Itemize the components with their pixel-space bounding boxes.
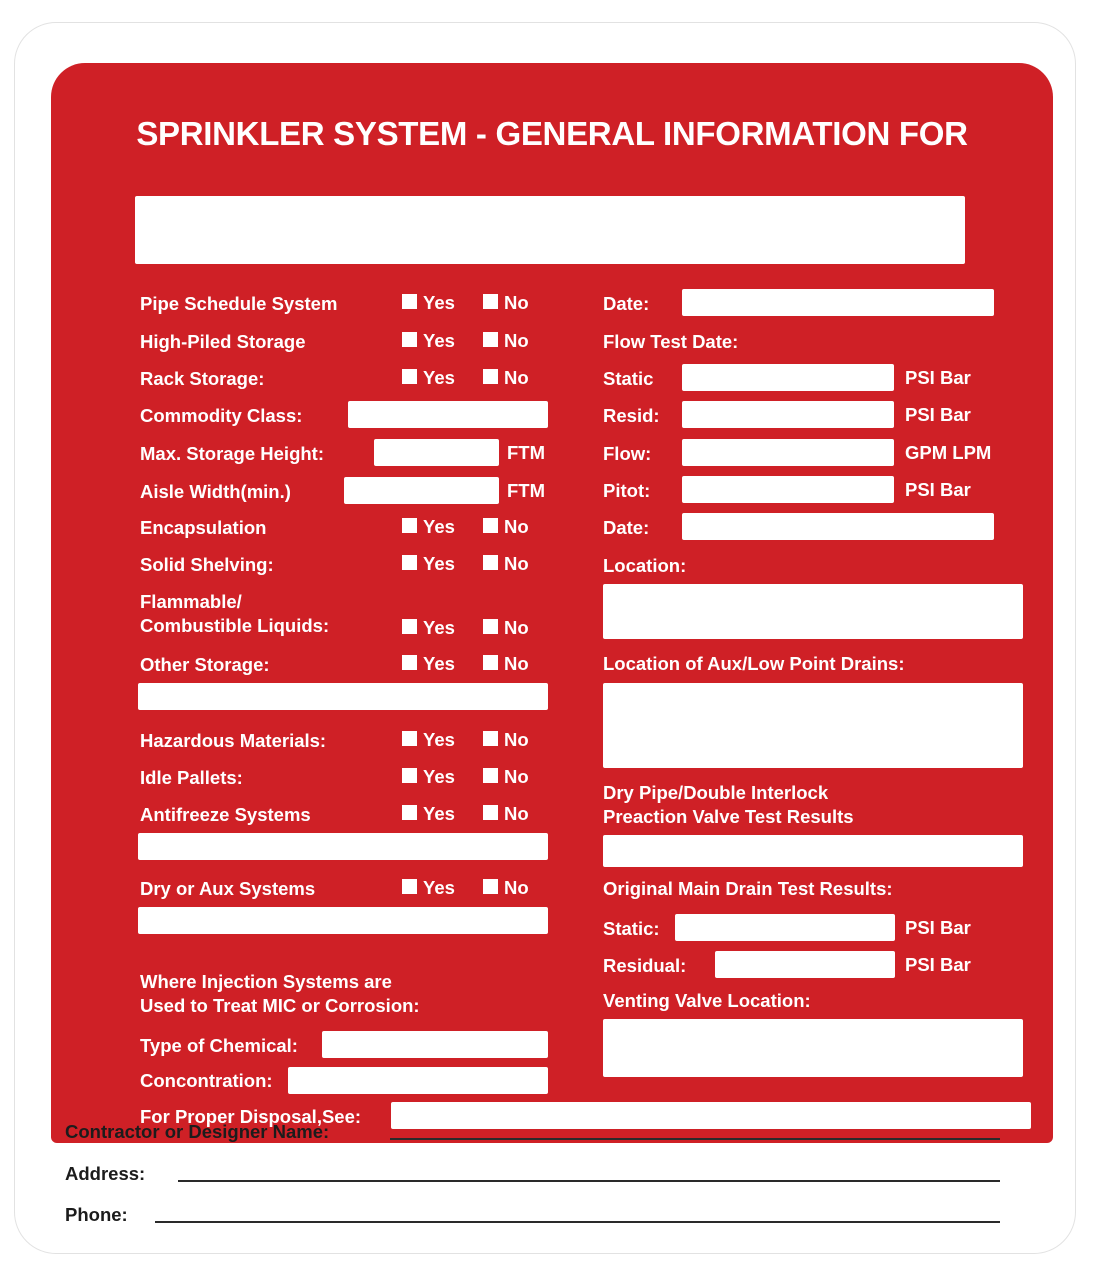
field-antifreeze-note[interactable] <box>138 833 548 860</box>
field-date[interactable] <box>682 289 994 316</box>
label-flammable-liquids-yes: Yes <box>423 617 455 638</box>
field-contractor-name[interactable] <box>390 1138 1000 1140</box>
field-phone[interactable] <box>155 1221 1000 1223</box>
label-flow-test-date: Flow Test Date: <box>603 331 739 352</box>
label-antifreeze-no: No <box>504 803 529 824</box>
field-venting-valve-location[interactable] <box>603 1019 1023 1077</box>
unit-static: PSI Bar <box>905 367 971 388</box>
field-static[interactable] <box>682 364 894 391</box>
label-address: Address: <box>65 1163 146 1184</box>
unit-main-drain-static: PSI Bar <box>905 917 971 938</box>
label-high-piled-storage: High-Piled Storage <box>140 331 306 352</box>
label-rack-storage-no: No <box>504 367 529 388</box>
checkbox-dry-aux-yes[interactable] <box>402 879 417 894</box>
label-encapsulation-no: No <box>504 516 529 537</box>
label-injection-systems-line2: Used to Treat MIC or Corrosion: <box>140 995 420 1016</box>
sign-card <box>14 22 1076 1254</box>
label-injection-systems-line1: Where Injection Systems are <box>140 971 392 992</box>
label-rack-storage: Rack Storage: <box>140 368 265 389</box>
field-address[interactable] <box>178 1180 1000 1182</box>
label-idle-pallets-yes: Yes <box>423 766 455 787</box>
label-date-secondary: Date: <box>603 517 650 538</box>
field-aisle-width[interactable] <box>344 477 499 504</box>
checkbox-solid-shelving-no[interactable] <box>483 555 498 570</box>
unit-main-drain-residual: PSI Bar <box>905 954 971 975</box>
unit-flow: GPM LPM <box>905 442 992 463</box>
checkbox-flammable-liquids-no[interactable] <box>483 619 498 634</box>
field-main-drain-residual[interactable] <box>715 951 895 978</box>
checkbox-high-piled-no[interactable] <box>483 332 498 347</box>
label-original-main-drain: Original Main Drain Test Results: <box>603 878 893 899</box>
checkbox-encapsulation-yes[interactable] <box>402 518 417 533</box>
building-name-field[interactable] <box>135 196 965 264</box>
label-pipe-schedule-yes: Yes <box>423 292 455 313</box>
label-resid: Resid: <box>603 405 660 426</box>
label-high-piled-yes: Yes <box>423 330 455 351</box>
field-dry-aux-note[interactable] <box>138 907 548 934</box>
checkbox-pipe-schedule-yes[interactable] <box>402 294 417 309</box>
unit-pitot: PSI Bar <box>905 479 971 500</box>
label-concentration: Concontration: <box>140 1070 273 1091</box>
checkbox-flammable-liquids-yes[interactable] <box>402 619 417 634</box>
checkbox-solid-shelving-yes[interactable] <box>402 555 417 570</box>
field-flow[interactable] <box>682 439 894 466</box>
label-hazardous-materials-yes: Yes <box>423 729 455 750</box>
checkbox-idle-pallets-no[interactable] <box>483 768 498 783</box>
field-location[interactable] <box>603 584 1023 639</box>
label-pitot: Pitot: <box>603 480 651 501</box>
checkbox-hazardous-materials-yes[interactable] <box>402 731 417 746</box>
checkbox-rack-storage-no[interactable] <box>483 369 498 384</box>
label-hazardous-materials-no: No <box>504 729 529 750</box>
checkbox-dry-aux-no[interactable] <box>483 879 498 894</box>
field-concentration[interactable] <box>288 1067 548 1094</box>
label-solid-shelving-yes: Yes <box>423 553 455 574</box>
checkbox-other-storage-yes[interactable] <box>402 655 417 670</box>
label-flammable-liquids-line2: Combustible Liquids: <box>140 615 330 636</box>
checkbox-other-storage-no[interactable] <box>483 655 498 670</box>
label-antifreeze-systems: Antifreeze Systems <box>140 804 311 825</box>
label-for-proper-disposal: For Proper Disposal,See: <box>140 1106 362 1127</box>
label-pipe-schedule-system: Pipe Schedule System <box>140 293 338 314</box>
unit-resid: PSI Bar <box>905 404 971 425</box>
label-location: Location: <box>603 555 687 576</box>
label-max-storage-height: Max. Storage Height: <box>140 443 324 464</box>
label-dry-aux-yes: Yes <box>423 877 455 898</box>
checkbox-idle-pallets-yes[interactable] <box>402 768 417 783</box>
field-pitot[interactable] <box>682 476 894 503</box>
label-dry-pipe-preaction-line2: Preaction Valve Test Results <box>603 806 854 827</box>
label-flammable-liquids-no: No <box>504 617 529 638</box>
unit-aisle-width: FTM <box>507 480 546 501</box>
label-commodity-class: Commodity Class: <box>140 405 303 426</box>
label-flammable-liquids-line1: Flammable/ <box>140 591 242 612</box>
unit-max-storage-height: FTM <box>507 442 546 463</box>
label-pipe-schedule-no: No <box>504 292 529 313</box>
checkbox-antifreeze-no[interactable] <box>483 805 498 820</box>
field-max-storage-height[interactable] <box>374 439 499 466</box>
label-encapsulation: Encapsulation <box>140 517 267 538</box>
label-date: Date: <box>603 293 650 314</box>
label-aux-low-point-drains: Location of Aux/Low Point Drains: <box>603 653 905 674</box>
label-type-of-chemical: Type of Chemical: <box>140 1035 298 1056</box>
label-phone: Phone: <box>65 1204 128 1225</box>
field-aux-low-point-drains[interactable] <box>603 683 1023 768</box>
checkbox-rack-storage-yes[interactable] <box>402 369 417 384</box>
label-hazardous-materials: Hazardous Materials: <box>140 730 327 751</box>
page-title: SPRINKLER SYSTEM - GENERAL INFORMATION FOR <box>136 115 968 152</box>
label-venting-valve-location: Venting Valve Location: <box>603 990 811 1011</box>
field-resid[interactable] <box>682 401 894 428</box>
field-other-storage-note[interactable] <box>138 683 548 710</box>
field-commodity-class[interactable] <box>348 401 548 428</box>
field-for-proper-disposal[interactable] <box>391 1102 1031 1129</box>
label-solid-shelving: Solid Shelving: <box>140 554 274 575</box>
label-other-storage: Other Storage: <box>140 654 270 675</box>
label-antifreeze-yes: Yes <box>423 803 455 824</box>
label-other-storage-yes: Yes <box>423 653 455 674</box>
label-main-drain-static: Static: <box>603 918 660 939</box>
label-encapsulation-yes: Yes <box>423 516 455 537</box>
field-date-secondary[interactable] <box>682 513 994 540</box>
label-aisle-width: Aisle Width(min.) <box>140 481 291 502</box>
label-high-piled-no: No <box>504 330 529 351</box>
sign-red-panel <box>51 63 1053 1143</box>
label-static: Static <box>603 368 654 389</box>
label-flow: Flow: <box>603 443 652 464</box>
checkbox-hazardous-materials-no[interactable] <box>483 731 498 746</box>
label-main-drain-residual: Residual: <box>603 955 687 976</box>
label-dry-pipe-preaction-line1: Dry Pipe/Double Interlock <box>603 782 829 803</box>
field-type-of-chemical[interactable] <box>322 1031 548 1058</box>
checkbox-antifreeze-yes[interactable] <box>402 805 417 820</box>
checkbox-encapsulation-no[interactable] <box>483 518 498 533</box>
checkbox-high-piled-yes[interactable] <box>402 332 417 347</box>
checkbox-pipe-schedule-no[interactable] <box>483 294 498 309</box>
field-main-drain-static[interactable] <box>675 914 895 941</box>
label-rack-storage-yes: Yes <box>423 367 455 388</box>
label-dry-aux-no: No <box>504 877 529 898</box>
label-idle-pallets: Idle Pallets: <box>140 767 243 788</box>
label-other-storage-no: No <box>504 653 529 674</box>
label-solid-shelving-no: No <box>504 553 529 574</box>
label-dry-or-aux-systems: Dry or Aux Systems <box>140 878 316 899</box>
field-dry-pipe-preaction-results[interactable] <box>603 835 1023 867</box>
label-contractor-name: Contractor or Designer Name: <box>65 1121 330 1142</box>
label-idle-pallets-no: No <box>504 766 529 787</box>
